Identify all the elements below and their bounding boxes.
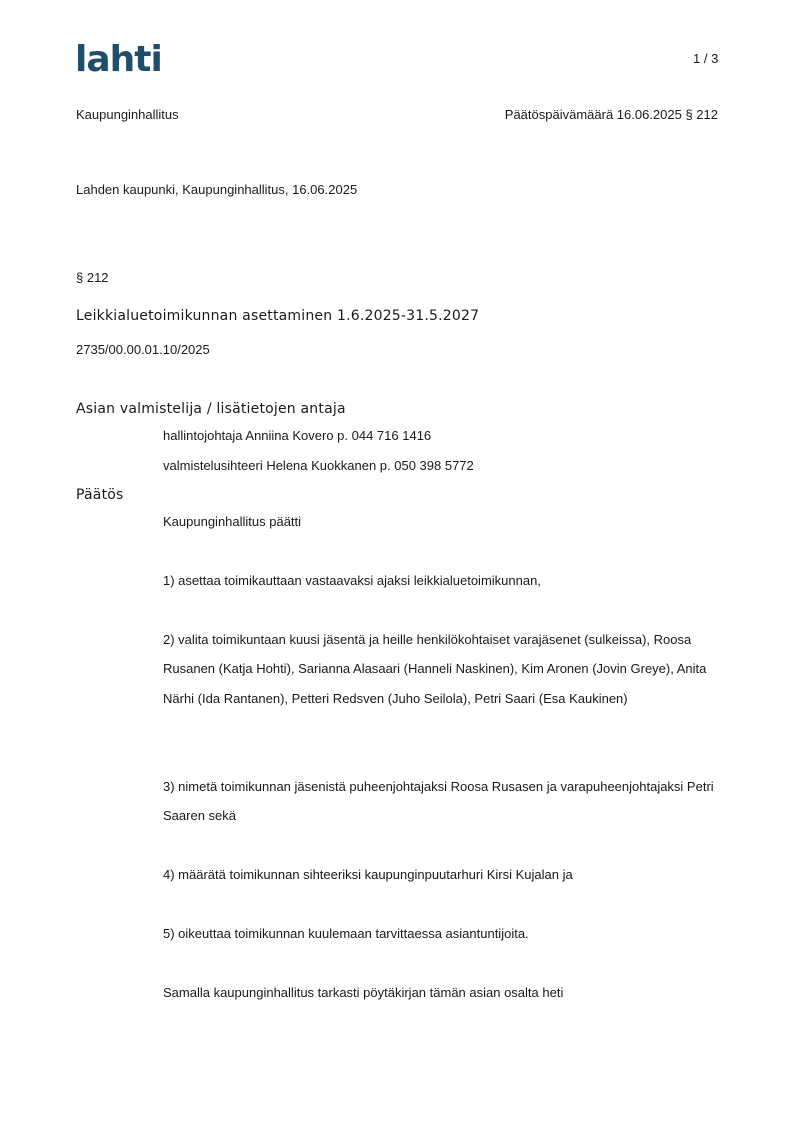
document-title: Leikkialuetoimikunnan asettaminen 1.6.2025-31.5.2027 [76,308,480,324]
decision-date: Päätöspäivämäärä 16.06.2025 § 212 [504,107,718,122]
decision-item: 4) määrätä toimikunnan sihteeriksi kaupunginpuutarhuri Kirsi Kujalan ja [163,867,573,882]
decision-item: 2) valita toimikuntaan kuusi jäsentä ja heille henkilökohtaiset varajäsenet (sulkeissa), Roosa Rusanen (Katja Hohti), Sarianna Alasaari (Hanneli Naskinen), Kim Aronen (Jovin Greye), Anita Närhi (Ida Rantanen), Petteri Redsven (Juho Seilola), Petri Saari (Esa Kaukinen) [163,632,707,706]
record-number: 2735/00.00.01.10/2025 [76,342,210,357]
preparer-person: valmistelusihteeri Helena Kuokkanen p. 050 398 5772 [163,458,474,473]
decision-item: 3) nimetä toimikunnan jäsenistä puheenjohtajaksi Roosa Rusasen ja varapuheenjohtajaksi Petri Saaren sekä [163,779,714,824]
preparer-heading: Asian valmistelija / lisätietojen antaja [76,401,346,417]
lahti-logo: lahti [75,39,162,80]
decision-closing: Samalla kaupunginhallitus tarkasti pöytäkirjan tämän asian osalta heti [163,985,564,1000]
body-name: Kaupunginhallitus [76,107,179,122]
decision-item: 1) asettaa toimikauttaan vastaavaksi ajaksi leikkialuetoimikunnan, [163,573,541,588]
preparer-person: hallintojohtaja Anniina Kovero p. 044 716 1416 [163,428,432,443]
section-number: § 212 [76,270,109,285]
decision-heading: Päätös [76,487,124,503]
page-number: 1 / 3 [693,51,719,66]
decision-intro: Kaupunginhallitus päätti [163,514,302,529]
decision-item: 5) oikeuttaa toimikunnan kuulemaan tarvittaessa asiantuntijoita. [163,926,529,941]
meeting-line: Lahden kaupunki, Kaupunginhallitus, 16.06.2025 [76,182,358,197]
